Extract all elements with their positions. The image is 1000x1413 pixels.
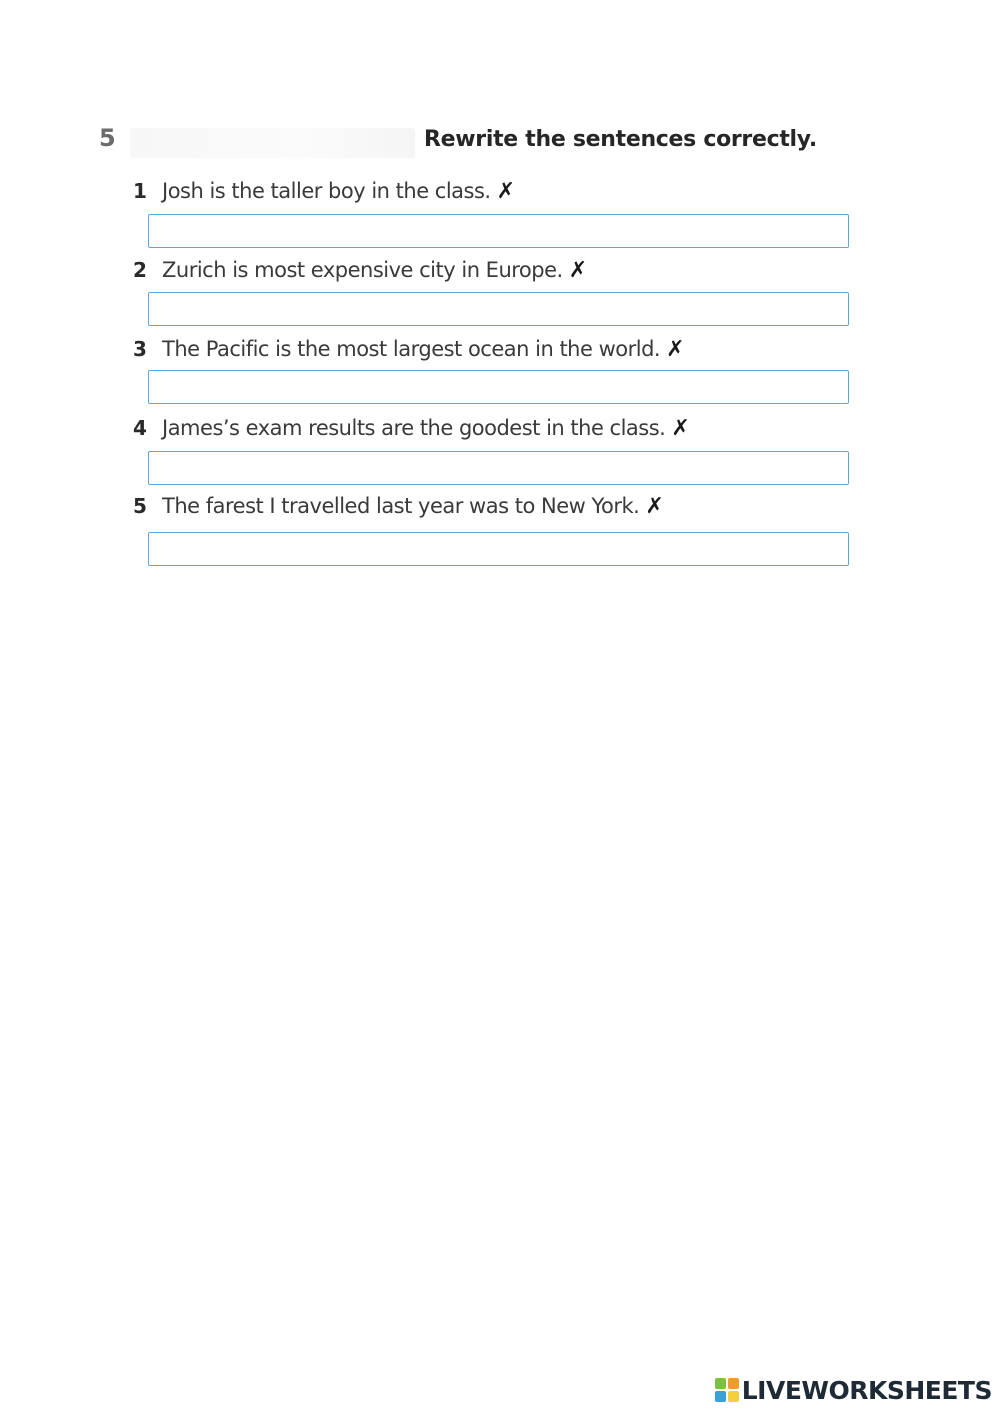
answer-input[interactable]	[148, 292, 849, 326]
answer-input[interactable]	[148, 214, 849, 248]
question-number: 1	[133, 179, 147, 203]
liveworksheets-logo-icon	[715, 1378, 739, 1402]
question-number: 3	[133, 337, 147, 361]
question-item	[133, 175, 515, 207]
question-item	[133, 333, 685, 365]
logo-square-green	[715, 1378, 726, 1389]
question-text: Josh is the taller boy in the class.	[162, 179, 491, 203]
cross-icon: ✗	[671, 415, 690, 441]
question-number: 2	[133, 258, 147, 282]
question-number: 4	[133, 416, 147, 440]
question-number: 5	[133, 494, 147, 518]
question-text: James’s exam results are the goodest in the class.	[162, 416, 666, 440]
cross-icon: ✗	[568, 257, 588, 283]
logo-square-orange	[728, 1378, 739, 1389]
exercise-instruction: Rewrite the sentences correctly.	[424, 127, 817, 152]
erased-area	[130, 128, 415, 158]
question-text: The farest I travelled last year was to New York.	[162, 494, 640, 518]
logo-square-blue	[715, 1391, 726, 1402]
question-text: The Pacific is the most largest ocean in the world.	[162, 337, 661, 361]
exercise-number: 5	[99, 124, 116, 152]
cross-icon: ✗	[496, 178, 516, 204]
question-item	[133, 412, 690, 444]
cross-icon: ✗	[645, 493, 664, 519]
answer-input[interactable]	[148, 451, 849, 485]
question-item	[133, 490, 664, 522]
answer-input[interactable]	[148, 532, 849, 566]
answer-input[interactable]	[148, 370, 849, 404]
logo-square-yellow	[728, 1391, 739, 1402]
liveworksheets-logo	[715, 1376, 992, 1404]
cross-icon: ✗	[666, 336, 685, 362]
question-text: Zurich is most expensive city in Europe.	[162, 258, 563, 282]
brand-name: LIVEWORKSHEETS	[741, 1375, 992, 1405]
question-item	[133, 254, 587, 286]
